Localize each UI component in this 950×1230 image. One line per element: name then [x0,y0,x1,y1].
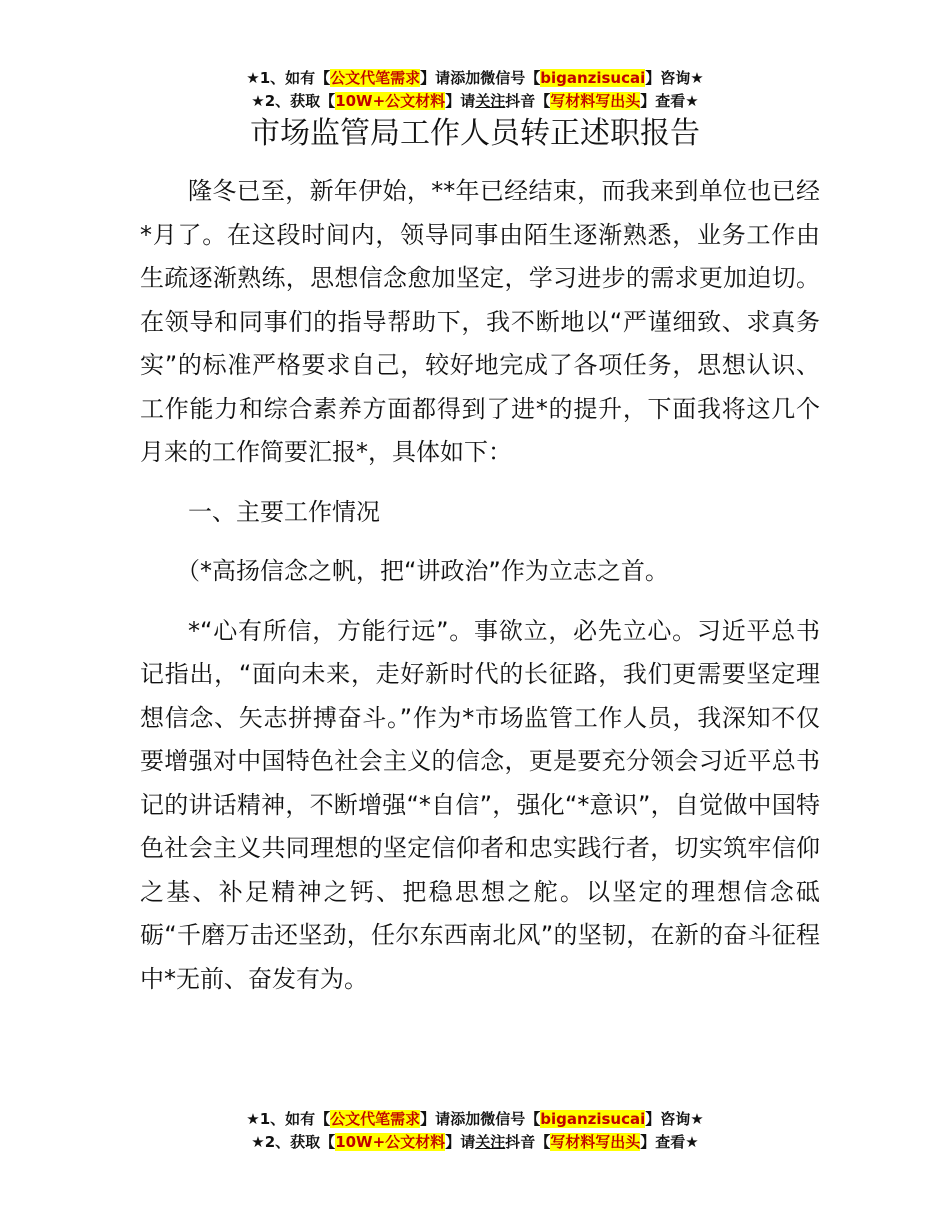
banner-line-2 [0,1131,950,1154]
banner-text: 抖音【 [505,1133,551,1151]
subsection-heading: （*高扬信念之帆，把“讲政治”作为立志之首。 [176,557,669,585]
banner-text: ★1、如有【 [246,69,331,87]
banner-emphasis: 关注 [475,1133,506,1151]
banner-highlight: 写材料写出头 [550,1133,641,1151]
banner-line-2 [0,90,950,113]
banner-emphasis: 关注 [475,92,506,110]
section-heading: 一、主要工作情况 [188,497,380,526]
banner-line-1 [0,1108,950,1131]
banner-line-1 [0,67,950,90]
banner-text: 】咨询★ [645,69,704,87]
banner-text: 】请 [445,92,476,110]
banner-emphasis: 添加 [450,1110,481,1128]
footer-banner [0,1108,950,1154]
banner-highlight: 公文代笔需求 [330,69,421,87]
banner-text: 微信号【 [480,1110,541,1128]
banner-highlight: 公文代笔需求 [330,1110,421,1128]
banner-text: 】查看★ [640,92,699,110]
banner-text: 】请 [420,69,451,87]
document-body [140,170,820,1017]
paragraph-intro: 隆冬已至，新年伊始，**年已经结束，而我来到单位也已经*月了。在这段时间内，领导同事由陌生逐渐熟悉，业务工作由生疏逐渐熟练，思想信念愈加坚定，学习进步的需求更加迫切。在领导和同事们的指导帮助下，我不断地以“严谨细致、求真务实”的标准严格要求自己，较好地完成了各项任务，思想认识、工作能力和综合素养方面都得到了进*的提升，下面我将这几个月来的工作简要汇报*，具体如下： [140,177,820,466]
banner-text: 】咨询★ [645,1110,704,1128]
banner-highlight: biganzisucai [540,1110,646,1128]
banner-emphasis: 添加 [450,69,481,87]
banner-text: 微信号【 [480,69,541,87]
banner-text: ★2、获取【 [251,1133,336,1151]
banner-text: ★2、获取【 [251,92,336,110]
banner-text: 】查看★ [640,1133,699,1151]
banner-text: 】请 [420,1110,451,1128]
banner-highlight: 10W+公文材料 [335,1133,446,1151]
banner-text: 】请 [445,1133,476,1151]
banner-text: 抖音【 [505,92,551,110]
document-title: 市场监管局工作人员转正述职报告 [250,116,700,151]
header-banner [0,67,950,113]
paragraph-body: *“心有所信，方能行远”。事欲立，必先立心。习近平总书记指出，“面向未来，走好新时代的长征路，我们更需要坚定理想信念、矢志拼搏奋斗。”作为*市场监管工作人员，我深知不仅要增强对中国特色社会主义的信念，更是要充分领会习近平总书记的讲话精神，不断增强“*自信”，强化“*意识”，自觉做中国特色社会主义共同理想的坚定信仰者和忠实践行者，切实筑牢信仰之基、补足精神之钙、把稳思想之舵。以坚定的理想信念砥砺“千磨万击还坚劲，任尔东西南北风”的坚韧，在新的奋斗征程中*无前、奋发有为。 [140,616,820,993]
banner-text: ★1、如有【 [246,1110,331,1128]
banner-highlight: biganzisucai [540,69,646,87]
banner-highlight: 写材料写出头 [550,92,641,110]
banner-highlight: 10W+公文材料 [335,92,446,110]
